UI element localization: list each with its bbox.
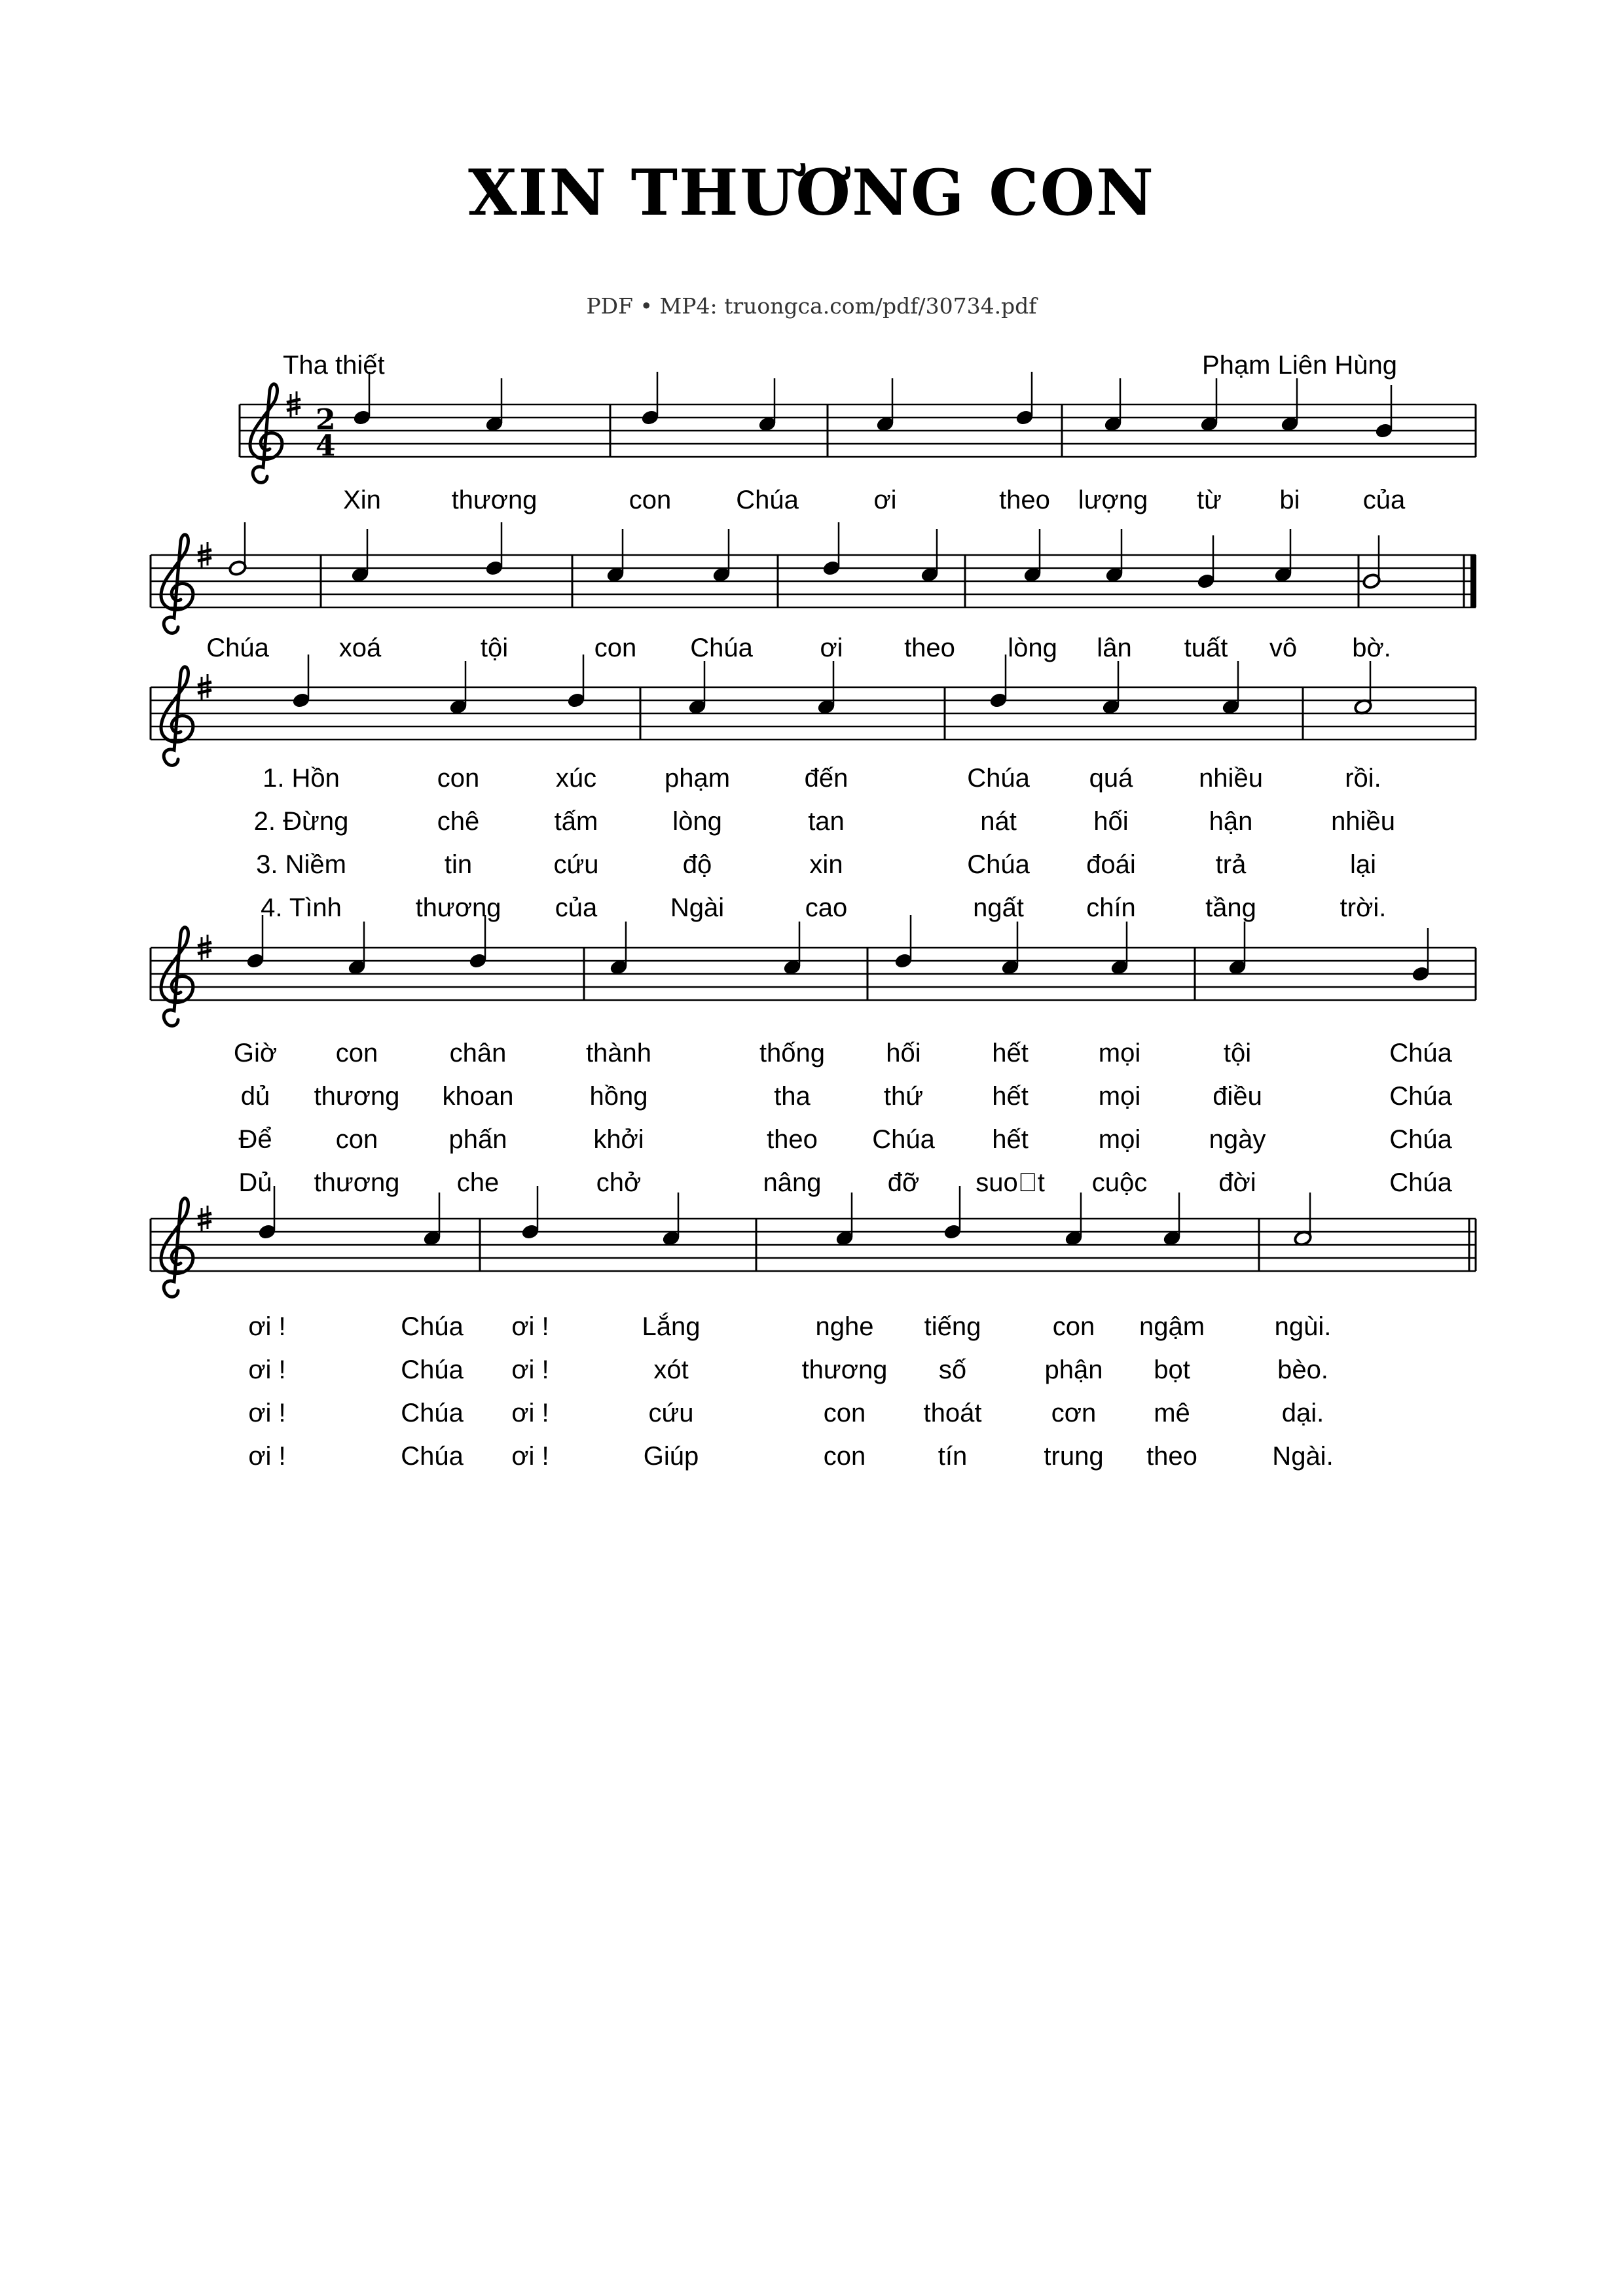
lyric-syllable: thoát [923,1399,982,1427]
lyric-syllable: cứu [648,1399,694,1427]
lyric-syllable: của [555,893,598,922]
lyric-syllable: Chúa [967,764,1030,793]
lyric-syllable: thương [415,893,501,922]
lyric-syllable: Chúa [401,1399,464,1427]
lyric-syllable: Ngài. [1272,1442,1334,1471]
lyric-syllable: xúc [555,764,597,793]
lyric-syllable: ơi ! [248,1442,286,1471]
lyric-syllable: Chúa [206,634,269,662]
lyric-syllable: tin [444,850,473,879]
lyric-syllable: suo t [976,1168,1045,1197]
lyric-syllable: cuộc [1091,1168,1148,1197]
lyric-syllable: hối [1093,807,1129,836]
lyric-syllable: cao [805,893,848,922]
lyric-syllable: tấm [554,807,598,836]
lyric-syllable: ơi ! [248,1312,286,1341]
lyric-syllable: ơi [820,634,843,662]
lyric-syllable: tiếng [924,1312,981,1341]
lyric-syllable: mê [1154,1399,1190,1427]
lyric-syllable: nghe [815,1312,874,1341]
lyric-syllable: lòng [672,807,722,836]
lyric-line [0,1168,1623,1201]
lyric-syllable: nhiều [1331,807,1395,836]
lyric-syllable: con [1052,1312,1095,1341]
lyric-syllable: phạm [664,764,731,793]
lyric-syllable: phận [1044,1355,1103,1384]
lyric-line [0,764,1623,797]
lyric-syllable: 2. Đừng [253,807,349,836]
lyric-syllable: mọi [1098,1039,1141,1067]
lyric-syllable: Lắng [642,1312,701,1341]
lyric-syllable: che [456,1168,500,1197]
lyric-syllable: tầng [1205,893,1256,922]
lyric-syllable: con [823,1442,866,1471]
lyric-syllable: con [823,1399,866,1427]
lyric-syllable: theo [767,1125,818,1154]
lyric-line [0,1312,1623,1345]
lyric-syllable: tan [808,807,845,836]
lyric-syllable: thương [314,1168,400,1197]
lyric-syllable: ơi ! [511,1399,549,1427]
song-title: XIN THƯƠNG CON [468,156,1155,230]
lyric-syllable: quá [1089,764,1133,793]
lyric-syllable: tuất [1184,634,1228,662]
lyric-syllable: ngậm [1139,1312,1205,1341]
treble-clef-icon [161,535,193,634]
lyric-syllable: Giờ [233,1039,278,1067]
lyric-syllable: 1. Hồn [263,764,340,793]
lyric-syllable: chở [596,1168,642,1197]
lyric-syllable: lòng [1008,634,1057,662]
lyric-syllable: tín [938,1442,968,1471]
lyric-syllable: khoan [442,1082,514,1111]
lyric-syllable: Chúa [401,1355,464,1384]
lyric-syllable: khởi [593,1125,644,1154]
lyric-syllable: theo [1146,1442,1197,1471]
lyric-syllable: nâng [763,1168,822,1197]
lyric-line [0,1399,1623,1431]
lyric-syllable: ơi ! [511,1355,549,1384]
lyric-syllable: lại [1349,850,1377,879]
lyric-syllable: lượng [1078,486,1148,514]
lyric-line [0,1082,1623,1115]
lyric-syllable: đời [1218,1168,1256,1197]
lyric-syllable: số [938,1355,967,1384]
treble-clef-icon [161,927,193,1026]
lyric-syllable: chê [437,807,480,836]
lyric-syllable: 4. Tình [261,893,342,922]
lyric-syllable: mọi [1098,1125,1141,1154]
lyric-syllable: xoá [338,634,382,662]
lyric-syllable: Để [238,1125,272,1154]
final-barline [1470,555,1476,607]
lyric-syllable: Chúa [1389,1082,1452,1111]
lyric-syllable: Chúa [1389,1039,1452,1067]
lyric-syllable: điều [1213,1082,1262,1111]
lyric-line [0,486,1623,518]
lyric-syllable: đoái [1086,850,1136,879]
lyric-syllable: thứ [883,1082,924,1111]
lyric-syllable: Chúa [690,634,753,662]
lyric-syllable: bọt [1154,1355,1190,1384]
lyric-syllable: cơn [1051,1399,1097,1427]
lyric-syllable: thương [451,486,538,514]
treble-clef-icon [250,384,282,483]
lyric-syllable: tội [1223,1039,1252,1067]
lyric-syllable: hận [1209,807,1253,836]
lyric-syllable: ngùi. [1274,1312,1332,1341]
lyric-syllable: ơi ! [248,1355,286,1384]
lyric-syllable: xin [809,850,843,879]
lyric-syllable: bờ. [1352,634,1391,662]
lyric-syllable: nát [980,807,1017,836]
lyric-syllable: của [1362,486,1406,514]
lyric-syllable: bi [1279,486,1300,514]
lyric-syllable: tội [480,634,509,662]
lyric-syllable: Chúa [872,1125,935,1154]
lyric-line [0,1442,1623,1475]
lyric-syllable: Giúp [643,1442,699,1471]
lyric-syllable: thống [759,1039,826,1067]
lyric-line [0,807,1623,840]
lyric-syllable: hối [886,1039,921,1067]
lyric-syllable: Chúa [1389,1125,1452,1154]
lyric-syllable: Dủ [238,1168,272,1197]
lyric-syllable: từ [1197,486,1222,514]
lyric-syllable: Chúa [1389,1168,1452,1197]
lyric-syllable: lân [1097,634,1132,662]
lyric-syllable: đỡ [887,1168,920,1197]
lyric-syllable: thành [585,1039,652,1067]
lyric-syllable: con [594,634,637,662]
time-signature-bottom: 4 [316,429,336,463]
lyric-syllable: trời. [1340,893,1387,922]
lyric-syllable: phấn [448,1125,507,1154]
lyric-syllable: con [335,1039,378,1067]
lyric-syllable: thương [314,1082,400,1111]
lyric-syllable: con [335,1125,378,1154]
lyric-syllable: hết [992,1039,1029,1067]
lyric-syllable: bèo. [1277,1355,1328,1384]
lyric-syllable: ngất [973,893,1024,922]
lyric-syllable: con [629,486,672,514]
lyric-syllable: trung [1044,1442,1104,1471]
lyric-syllable: ngày [1209,1125,1266,1154]
treble-clef-icon [161,667,193,766]
lyric-syllable: thương [801,1355,888,1384]
lyric-syllable: hồng [589,1082,648,1111]
lyric-line [0,1039,1623,1071]
lyric-syllable: hết [992,1125,1029,1154]
lyric-syllable: ơi ! [511,1442,549,1471]
treble-clef-icon [161,1198,193,1297]
lyric-line [0,1355,1623,1388]
lyric-syllable: nhiều [1199,764,1263,793]
lyric-syllable: cứu [553,850,599,879]
lyric-syllable: Xin [343,486,381,514]
lyric-syllable: ơi ! [511,1312,549,1341]
lyric-syllable: 3. Niềm [256,850,346,879]
lyric-syllable: Chúa [401,1442,464,1471]
lyric-syllable: theo [999,486,1050,514]
lyric-line [0,893,1623,926]
composer-name: Phạm Liên Hùng [1202,351,1397,380]
lyric-line [0,1125,1623,1158]
lyric-syllable: đến [804,764,848,793]
lyric-syllable: chín [1086,893,1136,922]
lyric-syllable: con [437,764,480,793]
lyric-line [0,634,1623,666]
lyric-syllable: tha [774,1082,811,1111]
source-link[interactable]: PDF • MP4: truongca.com/pdf/30734.pdf [586,293,1037,319]
lyric-syllable: theo [904,634,955,662]
lyric-syllable: hết [992,1082,1029,1111]
lyric-syllable: rồi. [1345,764,1381,793]
time-signature-top: 2 [316,403,336,437]
tempo-marking: Tha thiết [283,351,385,380]
lyric-syllable: vô [1269,634,1298,662]
lyric-syllable: dại. [1281,1399,1324,1427]
lyric-syllable: trả [1215,850,1247,879]
lyric-syllable: chân [449,1039,507,1067]
lyric-syllable: Chúa [736,486,799,514]
lyric-syllable: Ngài [670,893,725,922]
lyric-syllable: Chúa [401,1312,464,1341]
lyric-line [0,850,1623,883]
lyric-syllable: ơi [873,486,897,514]
lyric-syllable: ơi ! [248,1399,286,1427]
lyric-syllable: dủ [240,1082,270,1111]
lyric-syllable: độ [682,850,712,879]
lyric-syllable: Chúa [967,850,1030,879]
lyric-syllable: mọi [1098,1082,1141,1111]
lyric-syllable: xót [653,1355,689,1384]
